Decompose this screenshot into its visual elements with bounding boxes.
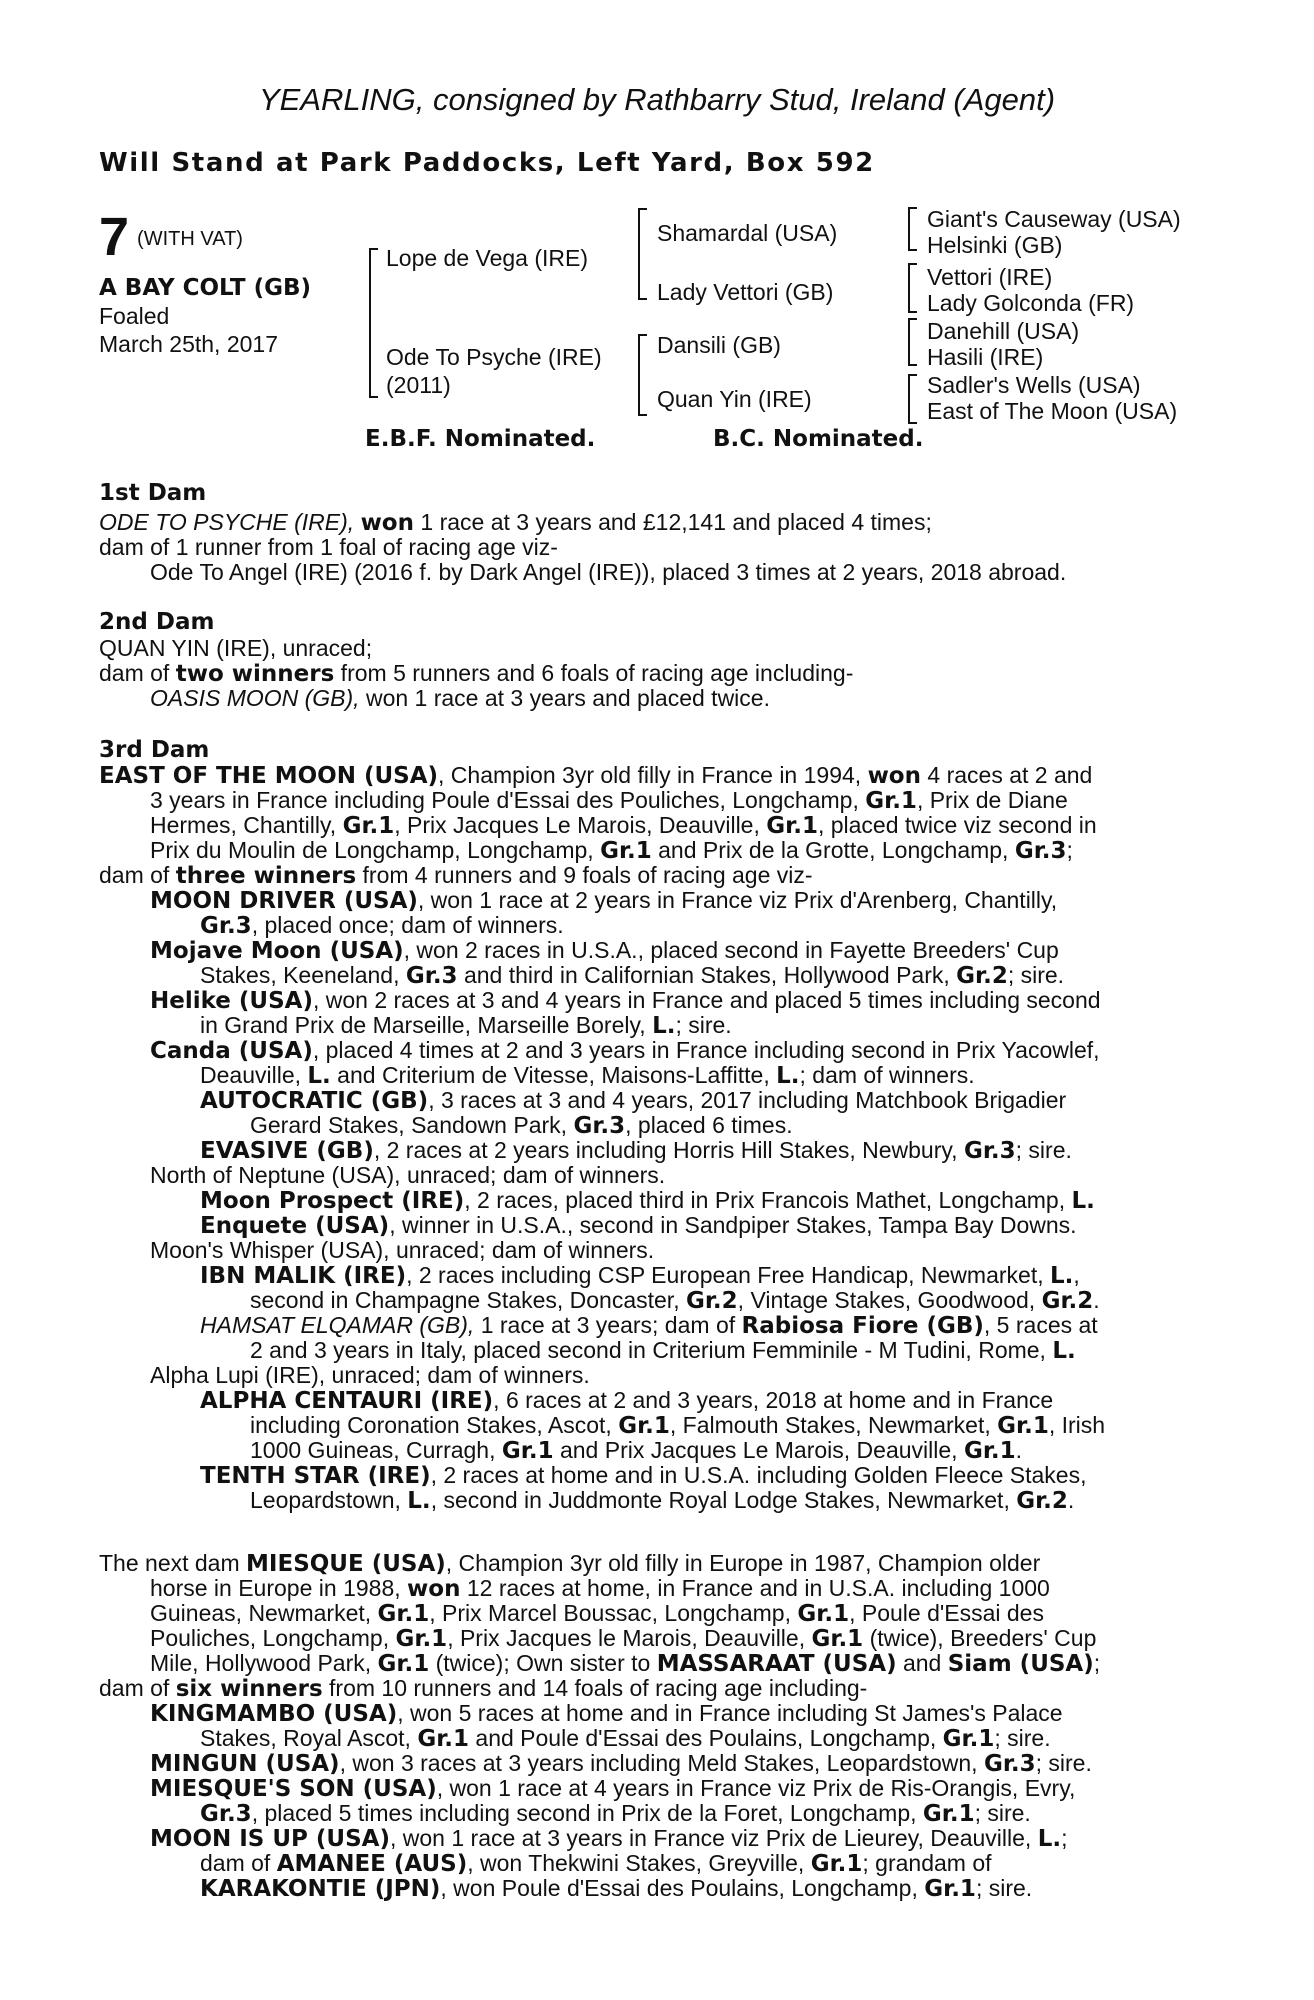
text-run: Ode To Angel (IRE) (2016 f. by Dark Angel (IRE)), placed 3 times at 2 years, 2018 abroad.: [150, 559, 1067, 585]
horse-bold: MOON DRIVER (USA): [150, 888, 418, 914]
grade: L.: [1050, 1263, 1074, 1289]
grade: L.: [407, 1488, 431, 1514]
third-dam-line: [150, 987, 1101, 1014]
text-run: ; sire.: [994, 1725, 1051, 1751]
text-run: Hermes, Chantilly,: [150, 812, 343, 838]
horse-bold: MIESQUE'S SON (USA): [150, 1776, 437, 1802]
text-run: dam of: [99, 1675, 176, 1701]
text-run: , Champion 3yr old filly in Europe in 1987, Champion older: [445, 1550, 1041, 1576]
grade: L.: [652, 1013, 676, 1039]
text-run: .: [1015, 1437, 1023, 1463]
second-dam-line: [99, 660, 853, 687]
horse-bold: MINGUN (USA): [150, 1751, 340, 1777]
grade: Gr.2: [1016, 1488, 1068, 1514]
text-run: 1 race at 3 years and £12,141 and placed 4 times;: [414, 509, 932, 535]
text-run: horse in Europe in 1988,: [150, 1575, 408, 1601]
horse-bold: Mojave Moon (USA): [150, 938, 404, 964]
third-dam-line: [250, 1412, 1105, 1439]
horse-name: A BAY COLT (GB): [99, 275, 312, 301]
horse-bold: TENTH STAR (IRE): [200, 1463, 431, 1489]
grade: Gr.1: [600, 838, 652, 864]
pedigree-gen3-1: Giant's Causeway (USA): [927, 206, 1181, 232]
pedigree-brace-dam: [638, 334, 647, 416]
grade: L.: [1037, 1826, 1062, 1852]
text-run: .: [1067, 1487, 1075, 1513]
grade: Gr.1: [501, 1438, 554, 1464]
text-run: ; grandam of: [862, 1850, 992, 1876]
text-run: ; sire.: [1035, 1750, 1092, 1776]
horse-bold: ALPHA CENTAURI (IRE): [200, 1388, 494, 1414]
lot-number: 7: [99, 207, 130, 267]
grade: Gr.3: [573, 1113, 626, 1139]
third-dam-line: [150, 1362, 590, 1388]
text-run: , winner in U.S.A., second in Sandpiper Stakes, Tampa Bay Downs.: [389, 1212, 1077, 1238]
first-dam-line: [150, 559, 1066, 585]
winners-count: six winners: [175, 1676, 323, 1702]
text-run: from 10 runners and 14 foals of racing age including-: [322, 1675, 868, 1701]
foaled-label: Foaled: [99, 303, 170, 329]
grade: L.: [1052, 1338, 1076, 1364]
text-run: ; sire.: [974, 1800, 1031, 1826]
next-dam-line: [150, 1600, 1044, 1627]
third-dam-line: [250, 1287, 1100, 1314]
text-run: , won 1 race at 3 years in France viz Prix de Lieurey, Deauville,: [389, 1825, 1038, 1851]
first-dam-heading: 1st Dam: [99, 480, 207, 506]
text-run: The next dam: [99, 1550, 247, 1576]
pedigree-brace-dd: [908, 374, 917, 424]
text-run: , placed once; dam of winners.: [251, 912, 564, 938]
second-dam-line: [150, 685, 770, 711]
text-run: , Prix Jacques Le Marois, Deauville,: [394, 812, 767, 838]
grade: Gr.1: [922, 1801, 975, 1827]
pedigree-gen3-6: Hasili (IRE): [927, 344, 1044, 370]
grade: Gr.1: [377, 1651, 430, 1677]
text-run: , Champion 3yr old filly in France in 1994,: [438, 762, 868, 788]
text-run: Guineas, Newmarket,: [150, 1600, 378, 1626]
pedigree-gen3-3: Vettori (IRE): [927, 264, 1053, 290]
second-dam-line: [99, 635, 372, 661]
grade: Gr.2: [1041, 1288, 1094, 1314]
grade: Gr.1: [810, 1851, 863, 1877]
grade: Gr.3: [963, 1138, 1016, 1164]
text-run: and Prix Jacques Le Marois, Deauville,: [553, 1437, 964, 1463]
third-dam-line: [200, 1387, 1053, 1414]
text-run: , Prix Marcel Boussac, Longchamp,: [429, 1600, 798, 1626]
horse-bold: Moon Prospect (IRE): [200, 1188, 465, 1214]
third-dam-line: [200, 1062, 975, 1089]
next-dam-line: [150, 1825, 1067, 1852]
text-run: including Coronation Stakes, Ascot,: [250, 1412, 619, 1438]
text-run: , Prix de Diane: [916, 787, 1068, 813]
grade: Gr.1: [963, 1438, 1016, 1464]
text-run: ;: [1093, 1650, 1101, 1676]
lot-info: [99, 207, 312, 358]
grade: Gr.3: [1014, 838, 1067, 864]
horse-bold: MIESQUE (USA): [246, 1551, 446, 1577]
pedigree-sire-sire: Shamardal (USA): [657, 220, 838, 246]
third-dam-line: [200, 1012, 732, 1039]
pedigree-dam: Ode To Psyche (IRE): [386, 344, 602, 370]
horse-italic: HAMSAT ELQAMAR (GB),: [200, 1312, 475, 1338]
horse-bold: MASSARAAT (USA): [656, 1651, 897, 1677]
third-dam-line: [150, 837, 1073, 864]
third-dam-line: [250, 1112, 793, 1139]
won-text: won: [360, 510, 414, 536]
pedigree-sire: Lope de Vega (IRE): [386, 245, 589, 271]
horse-bold: Enquete (USA): [200, 1213, 390, 1239]
horse-bold: MOON IS UP (USA): [150, 1826, 390, 1852]
next-dam-line: [150, 1575, 1050, 1602]
horse-bold: AUTOCRATIC (GB): [200, 1088, 429, 1114]
grade: Gr.1: [766, 813, 818, 839]
grade: Gr.1: [942, 1726, 995, 1752]
text-run: and Poule d'Essai des Poulains, Longchamp,: [469, 1725, 943, 1751]
stable-location: Will Stand at Park Paddocks, Left Yard, Box 592: [99, 148, 875, 178]
text-run: Stakes, Royal Ascot,: [200, 1725, 418, 1751]
text-run: and third in Californian Stakes, Hollywood Park,: [457, 962, 957, 988]
grade: Gr.1: [377, 1601, 430, 1627]
third-dam-line: [150, 1037, 1100, 1064]
text-run: , 2 races including CSP European Free Handicap, Newmarket,: [406, 1262, 1050, 1288]
text-run: dam of: [200, 1850, 277, 1876]
text-run: ; sire.: [1015, 1137, 1072, 1163]
horse-bold: AMANEE (AUS): [276, 1851, 468, 1877]
text-run: Leopardstown,: [250, 1487, 408, 1513]
text-run: , 2 races, placed third in Prix Francois Mathet, Longchamp,: [464, 1187, 1072, 1213]
pedigree-sire-dam: Lady Vettori (GB): [657, 279, 834, 305]
next-dam-line: [200, 1725, 1051, 1752]
grade: Gr.2: [956, 963, 1008, 989]
text-run: , placed 6 times.: [625, 1112, 793, 1138]
text-run: Mile, Hollywood Park,: [150, 1650, 378, 1676]
horse-bold: Siam (USA): [947, 1651, 1094, 1677]
text-run: , Irish: [1048, 1412, 1106, 1438]
third-dam-line: [200, 962, 1064, 989]
third-dam-line: [250, 1437, 1022, 1464]
third-dam-line: [200, 1262, 1080, 1289]
text-run: , won 1 race at 4 years in France viz Prix de Ris-Orangis, Evry,: [436, 1775, 1076, 1801]
text-run: ;: [1061, 1825, 1068, 1851]
horse-bold: Canda (USA): [150, 1038, 313, 1064]
next-dam-line: [150, 1625, 1096, 1652]
pedigree-gen3-2: Helsinki (GB): [927, 232, 1063, 258]
next-dam-line: [150, 1700, 1063, 1727]
grade: Gr.1: [865, 788, 917, 814]
next-dam-line: [99, 1550, 1040, 1577]
text-run: , second in Juddmonte Royal Lodge Stakes, Newmarket,: [430, 1487, 1017, 1513]
next-dam-line: [99, 1675, 867, 1702]
text-run: from 5 runners and 6 foals of racing age including-: [334, 660, 854, 686]
text-run: 3 years in France including Poule d'Essai des Pouliches, Longchamp,: [150, 787, 866, 813]
text-run: , 2 races at home and in U.S.A. including Golden Fleece Stakes,: [430, 1462, 1087, 1488]
text-run: Deauville,: [200, 1062, 308, 1088]
text-run: from 4 runners and 9 foals of racing age viz-: [356, 862, 813, 888]
grade: Gr.3: [200, 1801, 252, 1827]
text-run: North of Neptune (USA), unraced; dam of winners.: [150, 1162, 666, 1188]
horse-bold: EAST OF THE MOON (USA): [99, 763, 439, 789]
pedigree-dam-year: (2011): [386, 372, 451, 398]
text-run: , won 3 races at 3 years including Meld Stakes, Leopardstown,: [339, 1750, 984, 1776]
pedigree-brace-sire: [638, 208, 647, 300]
third-dam-heading: 3rd Dam: [99, 737, 210, 763]
text-run: 2 and 3 years in Italy, placed second in Criterium Femminile - M Tudini, Rome,: [250, 1337, 1053, 1363]
third-dam-line: [150, 887, 1057, 914]
text-run: , won 5 races at home and in France including St James's Palace: [397, 1700, 1063, 1726]
text-run: 1 race at 3 years; dam of: [474, 1312, 742, 1338]
third-dam-line: [150, 1237, 654, 1263]
text-run: 4 races at 2 and: [921, 762, 1093, 788]
next-dam-line: [200, 1850, 992, 1877]
next-dam-line: [200, 1800, 1031, 1827]
third-dam-line: [99, 862, 813, 889]
pedigree-brace-ss: [908, 207, 917, 251]
bc-nomination: B.C. Nominated.: [713, 426, 924, 452]
text-run: ; dam of winners.: [799, 1062, 975, 1088]
pedigree-gen3-4: Lady Golconda (FR): [927, 290, 1135, 316]
text-run: Prix du Moulin de Longchamp, Longchamp,: [150, 837, 601, 863]
lot-header-title: YEARLING, consigned by Rathbarry Stud, Ireland (Agent): [258, 82, 1056, 117]
text-run: ;: [1066, 837, 1073, 863]
horse-bold: KINGMAMBO (USA): [150, 1701, 398, 1727]
grade: Gr.3: [405, 963, 458, 989]
text-run: , won 2 races at 3 and 4 years in France and placed 5 times including second: [312, 987, 1101, 1013]
text-run: in Grand Prix de Marseille, Marseille Borely,: [200, 1012, 653, 1038]
text-run: , won Poule d'Essai des Poulains, Longchamp,: [440, 1875, 925, 1901]
text-run: dam of 1 runner from 1 foal of racing age viz-: [99, 534, 558, 560]
vat-note: (WITH VAT): [137, 228, 243, 250]
next-dam-line: [150, 1750, 1092, 1777]
grade: L.: [307, 1063, 331, 1089]
third-dam-line: [200, 1212, 1077, 1239]
text-run: , 6 races at 2 and 3 years, 2018 at home and in France: [493, 1387, 1054, 1413]
pedigree-brace-gen1: [369, 248, 378, 398]
third-dam-line: [250, 1487, 1074, 1514]
text-run: ; sire.: [975, 1875, 1033, 1901]
text-run: , Falmouth Stakes, Newmarket,: [669, 1412, 998, 1438]
text-run: ; sire.: [1007, 962, 1065, 988]
horse-italic: OASIS MOON (GB),: [150, 685, 360, 711]
third-dam-line: [150, 937, 1059, 964]
grade: Gr.1: [797, 1601, 850, 1627]
text-run: , Prix Jacques le Marois, Deauville,: [447, 1625, 812, 1651]
grade: Gr.2: [685, 1288, 738, 1314]
text-run: QUAN YIN (IRE), unraced;: [99, 635, 373, 661]
grade: Gr.1: [924, 1876, 976, 1902]
text-run: , won 2 races in U.S.A., placed second in Fayette Breeders' Cup: [403, 937, 1059, 963]
text-run: Gerard Stakes, Sandown Park,: [250, 1112, 574, 1138]
horse-bold: EVASIVE (GB): [200, 1138, 374, 1164]
text-run: Alpha Lupi (IRE), unraced; dam of winners.: [150, 1362, 590, 1388]
winners-count: three winners: [175, 863, 357, 889]
next-dam-line: [150, 1775, 1075, 1802]
ebf-nomination: E.B.F. Nominated.: [365, 426, 596, 452]
next-dam-line: [150, 1650, 1100, 1677]
text-run: dam of: [99, 660, 176, 686]
text-run: .: [1093, 1287, 1100, 1313]
pedigree-brace-sd: [908, 263, 917, 313]
text-run: and Prix de la Grotte, Longchamp,: [651, 837, 1015, 863]
grade: Gr.3: [983, 1751, 1036, 1777]
dam-name: ODE TO PSYCHE (IRE),: [99, 509, 355, 535]
text-run: (twice); Own sister to: [429, 1650, 657, 1676]
second-dam-heading: 2nd Dam: [99, 609, 215, 635]
text-run: (twice), Breeders' Cup: [863, 1625, 1097, 1651]
first-dam-line: [99, 509, 932, 536]
text-run: Pouliches, Longchamp,: [150, 1625, 396, 1651]
grade: Gr.1: [395, 1626, 448, 1652]
horse-bold: KARAKONTIE (JPN): [200, 1876, 441, 1902]
grade: L.: [1071, 1188, 1095, 1214]
pedigree-gen3-5: Danehill (USA): [927, 318, 1080, 344]
grade: Gr.1: [342, 813, 395, 839]
text-run: second in Champagne Stakes, Doncaster,: [250, 1287, 686, 1313]
pedigree-dam-sire: Dansili (GB): [657, 332, 781, 358]
third-dam-line: [200, 1312, 1098, 1339]
pedigree-dam-dam: Quan Yin (IRE): [657, 386, 812, 412]
winners-count: two winners: [175, 661, 335, 687]
third-dam-line: [200, 1187, 1095, 1214]
text-run: dam of: [99, 862, 176, 888]
third-dam-line: [200, 912, 564, 939]
horse-bold: Helike (USA): [150, 988, 313, 1014]
third-dam-line: [99, 762, 1092, 789]
text-run: 1000 Guineas, Curragh,: [250, 1437, 502, 1463]
text-run: and: [896, 1650, 948, 1676]
third-dam-line: [150, 1162, 665, 1188]
text-run: , 5 races at: [983, 1312, 1098, 1338]
third-dam-line: [200, 1087, 1066, 1114]
text-run: , placed 4 times at 2 and 3 years in France including second in Prix Yacowlef,: [312, 1037, 1100, 1063]
horse-bold: Rabiosa Fiore (GB): [741, 1313, 984, 1339]
pedigree-brace-ds: [908, 318, 917, 366]
text-run: , placed twice viz second in: [817, 812, 1097, 838]
pedigree-gen3-7: Sadler's Wells (USA): [927, 372, 1141, 398]
text-run: , 2 races at 2 years including Horris Hill Stakes, Newbury,: [373, 1137, 964, 1163]
grade: Gr.1: [618, 1413, 670, 1439]
grade: Gr.1: [811, 1626, 864, 1652]
text-run: Moon's Whisper (USA), unraced; dam of winners.: [150, 1237, 655, 1263]
text-run: and Criterium de Vitesse, Maisons-Laffitte,: [330, 1062, 777, 1088]
text-run: , placed 5 times including second in Prix de la Foret, Longchamp,: [251, 1800, 923, 1826]
grade: Gr.1: [997, 1413, 1049, 1439]
won-text: won: [867, 763, 921, 789]
text-run: won 1 race at 3 years and placed twice.: [359, 685, 770, 711]
text-run: ,: [1073, 1262, 1080, 1288]
third-dam-line: [200, 1137, 1072, 1164]
next-dam-line: [200, 1875, 1032, 1902]
won-text: won: [407, 1576, 461, 1602]
third-dam-line: [250, 1337, 1076, 1364]
foaled-date: March 25th, 2017: [99, 331, 279, 357]
text-run: Stakes, Keeneland,: [200, 962, 406, 988]
horse-bold: IBN MALIK (IRE): [200, 1263, 407, 1289]
pedigree-gen3-8: East of The Moon (USA): [927, 398, 1178, 424]
text-run: ; sire.: [675, 1012, 732, 1038]
grade: L.: [776, 1063, 800, 1089]
text-run: , 3 races at 3 and 4 years, 2017 including Matchbook Brigadier: [428, 1087, 1067, 1113]
text-run: , Poule d'Essai des: [849, 1600, 1044, 1626]
third-dam-line: [150, 787, 1068, 814]
text-run: , won 1 race at 2 years in France viz Prix d'Arenberg, Chantilly,: [417, 887, 1058, 913]
first-dam-line: [99, 534, 558, 560]
third-dam-line: [200, 1462, 1086, 1489]
text-run: 12 races at home, in France and in U.S.A. including 1000: [460, 1575, 1050, 1601]
grade: Gr.1: [417, 1726, 470, 1752]
text-run: , Vintage Stakes, Goodwood,: [737, 1287, 1042, 1313]
third-dam-line: [150, 812, 1097, 839]
grade: Gr.3: [200, 913, 252, 939]
text-run: , won Thekwini Stakes, Greyville,: [467, 1850, 811, 1876]
